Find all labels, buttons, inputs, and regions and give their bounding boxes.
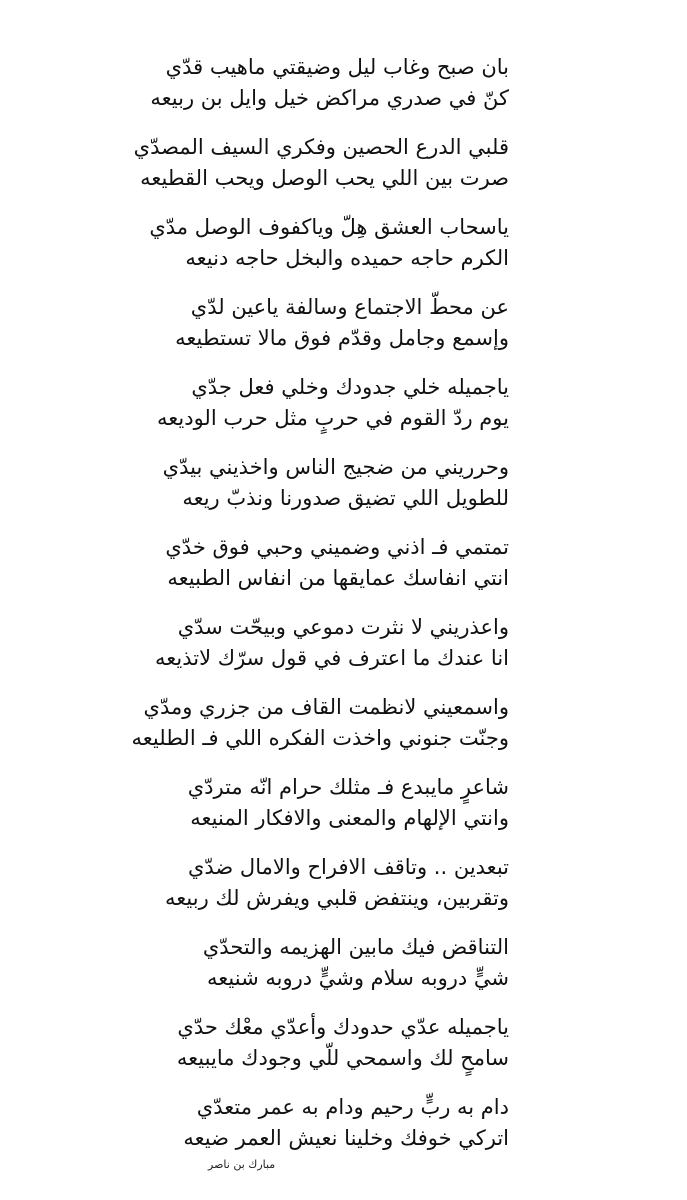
verse-line: وانتي الإلهام والمعنى والافكار المنيعه xyxy=(190,806,509,830)
verse-line: تبعدين .. وتاقف الافراح والامال ضدّي xyxy=(187,855,509,879)
verse-line: قلبي الدرع الحصين وفكري السيف المصدّي xyxy=(133,135,509,159)
verse-line: كنّ في صدري مراكض خيل وايل بن ربيعه xyxy=(150,86,509,110)
verse-line: دام به ربٍّ رحيم ودام به عمر متعدّي xyxy=(196,1095,509,1119)
verse-line: ياسحاب العشق هِلّ وياكفوف الوصل مدّي xyxy=(149,215,509,239)
verse-line: شيٍّ دروبه سلام وشيٍّ دروبه شنيعه xyxy=(207,966,509,990)
verse-line: ياجميله خلي جدودك وخلي فعل جدّي xyxy=(191,375,509,399)
verse-line: عن محطّ الاجتماع وسالفة ياعين لدّي xyxy=(190,295,509,319)
stanza xyxy=(149,1012,509,1092)
stanza xyxy=(131,692,509,772)
verse-line: صرت بين اللي يحب الوصل ويحب القطيعه xyxy=(140,166,509,190)
verse-line: وإسمع وجامل وقدّم فوق مالا تستطيعه xyxy=(175,326,509,350)
verse-line: واسمعيني لانظمت القاف من جزري ومدّي xyxy=(143,695,509,719)
verse-line: وجنّت جنوني واخذت الفكره اللي فـ الطليعه xyxy=(131,726,509,750)
verse-line: التناقض فيك مابين الهزيمه والتحدّي xyxy=(202,935,509,959)
stanza xyxy=(133,132,509,212)
stanza xyxy=(149,852,509,932)
stanza xyxy=(149,532,509,612)
verse-line: انتي انفاسك عمايقها من انفاس الطبيعه xyxy=(167,566,509,590)
stanza xyxy=(149,212,509,292)
stanza xyxy=(149,612,509,692)
verse-line: بان صبح وغاب ليل وضيقتي ماهيب قدّي xyxy=(165,55,509,79)
verse-line: شاعرٍ مايبدع فـ مثلك حرام انّه متردّي xyxy=(187,775,509,799)
verse-line: للطويل اللي تضيق صدورنا ونذبّ ريعه xyxy=(182,486,509,510)
verse-line: وتقربين، وينتفض قلبي ويفرش لك ربيعه xyxy=(165,886,509,910)
verse-line: واعذريني لا نثرت دموعي وبيحّت سدّي xyxy=(177,615,509,639)
stanza xyxy=(149,372,509,452)
verse-line: اتركي خوفك وخلينا نعيش العمر ضيعه xyxy=(183,1126,509,1150)
poet-signature: مبارك بن ناصر xyxy=(208,1158,276,1171)
poem-text xyxy=(131,52,509,1172)
verse-line: ياجميله عدّي حدودك وأعدّي معْك حدّي xyxy=(177,1015,509,1039)
stanza xyxy=(149,292,509,372)
stanza xyxy=(149,932,509,1012)
stanza xyxy=(149,52,509,132)
verse-line: وحرريني من ضجيج الناس واخذيني بيدّي xyxy=(162,455,509,479)
stanza xyxy=(149,772,509,852)
verse-line: يوم ردّ القوم في حربٍ مثل حرب الوديعه xyxy=(157,406,509,430)
stanza xyxy=(149,452,509,532)
verse-line: انا عندك ما اعترف في قول سرّك لاتذيعه xyxy=(155,646,509,670)
verse-line: تمتمي فـ اذني وضميني وحبي فوق خدّي xyxy=(165,535,509,559)
verse-line: سامحٍ لك واسمحي للّي وجودك مايبيعه xyxy=(176,1046,509,1070)
verse-line: الكرم حاجه حميده والبخل حاجه دنيعه xyxy=(185,246,509,270)
stanza xyxy=(149,1092,509,1172)
